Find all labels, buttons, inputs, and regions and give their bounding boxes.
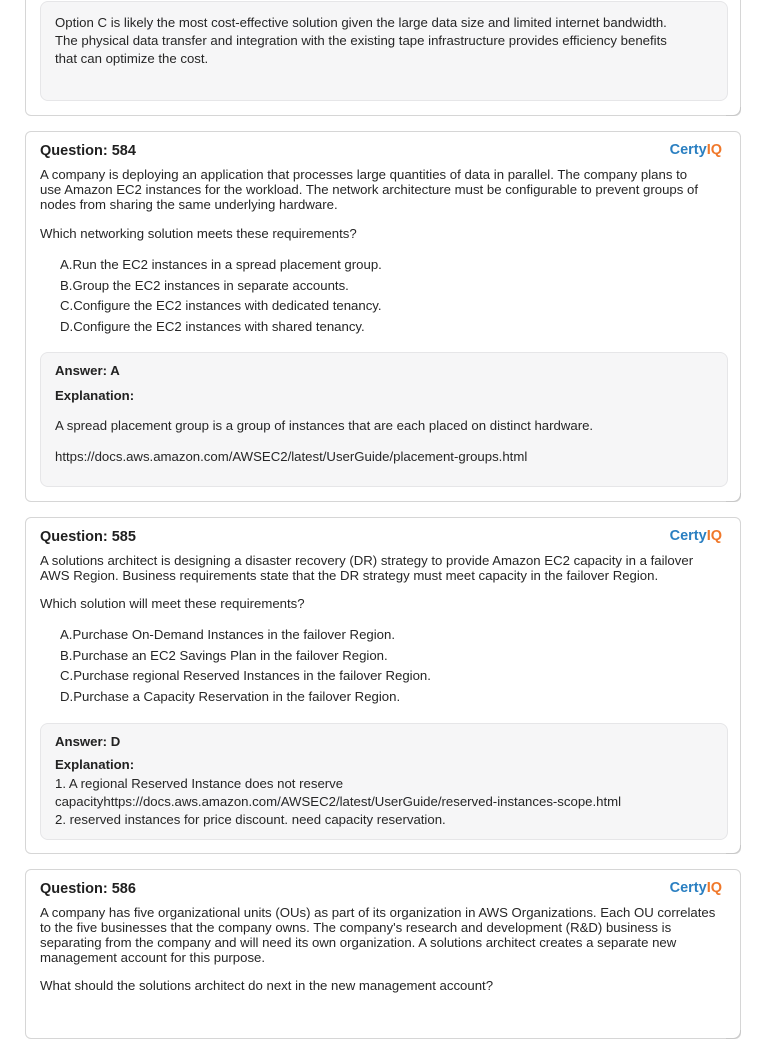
option-d: D.Purchase a Capacity Reservation in the failover Region. bbox=[60, 688, 401, 704]
answer-box bbox=[40, 723, 728, 840]
explanation-line: A spread placement group is a group of instances that are each placed on distinct hardware. bbox=[55, 418, 594, 433]
explanation-line: The physical data transfer and integration with the existing tape infrastructure provides efficiency benefits bbox=[55, 33, 667, 48]
brand-part1: Certy bbox=[669, 142, 707, 158]
question-line: separating from the company and will need its own organization. A solutions architect creates a separate new bbox=[40, 935, 677, 950]
option-a: A.Run the EC2 instances in a spread placement group. bbox=[60, 257, 382, 272]
brand-part2: IQ bbox=[706, 528, 722, 544]
options-list bbox=[60, 255, 382, 337]
question-line: AWS Region. Business requirements state that the DR strategy must meet capacity in the failover Region. bbox=[40, 568, 659, 583]
option-b: B.Purchase an EC2 Savings Plan in the failover Region. bbox=[60, 647, 388, 663]
answer-label: Answer: A bbox=[55, 363, 120, 378]
question-line: nodes from sharing the same underlying hardware. bbox=[40, 197, 338, 212]
question-line: management account for this purpose. bbox=[40, 950, 266, 965]
option-a: A.Purchase On-Demand Instances in the failover Region. bbox=[60, 627, 395, 642]
question-line: use Amazon EC2 instances for the workload. The network architecture must be configurable to prevent groups of bbox=[40, 182, 699, 197]
answer-box bbox=[40, 1, 728, 101]
brand-part2: IQ bbox=[706, 880, 722, 896]
certyiq-logo bbox=[670, 880, 722, 896]
question-ask: What should the solutions architect do next in the new management account? bbox=[40, 978, 494, 993]
question-header bbox=[40, 880, 722, 900]
question-line: to the five businesses that the company owns. The company's research and development (R&D) business is bbox=[40, 920, 672, 935]
explanation-line: Option C is likely the most cost-effective solution given the large data size and limited internet bandwidth. bbox=[55, 15, 667, 30]
option-c: C.Purchase regional Reserved Instances in the failover Region. bbox=[60, 668, 431, 683]
question-ask: Which solution will meet these requirements? bbox=[40, 596, 305, 611]
brand-part1: Certy bbox=[669, 528, 707, 544]
answer-label: Answer: D bbox=[55, 734, 121, 749]
question-line: A company is deploying an application that processes large quantities of data in parallel. The company plans to bbox=[40, 167, 688, 182]
answer-box bbox=[40, 352, 728, 487]
question-text bbox=[40, 905, 726, 965]
options-list bbox=[60, 625, 431, 707]
brand-part2: IQ bbox=[706, 142, 722, 158]
question-text bbox=[40, 553, 726, 583]
explanation-label: Explanation: bbox=[55, 388, 135, 403]
question-header bbox=[40, 528, 722, 548]
explanation-line: 1. A regional Reserved Instance does not reserve bbox=[55, 776, 344, 791]
question-header bbox=[40, 142, 722, 162]
question-card-585 bbox=[25, 517, 741, 854]
question-card-586 bbox=[25, 869, 741, 1039]
question-title: Question: 586 bbox=[40, 881, 136, 897]
explanation-line: that can optimize the cost. bbox=[55, 51, 209, 66]
explanation-link: https://docs.aws.amazon.com/AWSEC2/latest/UserGuide/placement-groups.html bbox=[55, 449, 528, 464]
question-text bbox=[40, 167, 726, 212]
explanation-link: capacityhttps://docs.aws.amazon.com/AWSEC2/latest/UserGuide/reserved-instances-scope.html bbox=[55, 794, 622, 809]
certyiq-logo bbox=[670, 142, 722, 158]
brand-part1: Certy bbox=[669, 880, 707, 896]
question-title: Question: 585 bbox=[40, 529, 136, 545]
question-ask: Which networking solution meets these requirements? bbox=[40, 226, 357, 241]
explanation-text bbox=[55, 14, 713, 68]
option-c: C.Configure the EC2 instances with dedicated tenancy. bbox=[60, 298, 382, 313]
explanation-label: Explanation: bbox=[55, 757, 135, 772]
question-card-584 bbox=[25, 131, 741, 502]
certyiq-logo bbox=[670, 528, 722, 544]
explanation-line: 2. reserved instances for price discount. need capacity reservation. bbox=[55, 812, 446, 827]
question-line: A solutions architect is designing a disaster recovery (DR) strategy to provide Amazon EC2 capacity in a failover bbox=[40, 553, 694, 568]
option-b: B.Group the EC2 instances in separate accounts. bbox=[60, 277, 349, 293]
question-card-583-tail bbox=[25, 0, 741, 116]
question-title: Question: 584 bbox=[40, 143, 136, 159]
option-d: D.Configure the EC2 instances with shared tenancy. bbox=[60, 318, 365, 334]
question-line: A company has five organizational units (OUs) as part of its organization in AWS Organizations. Each OU correlates bbox=[40, 905, 716, 920]
